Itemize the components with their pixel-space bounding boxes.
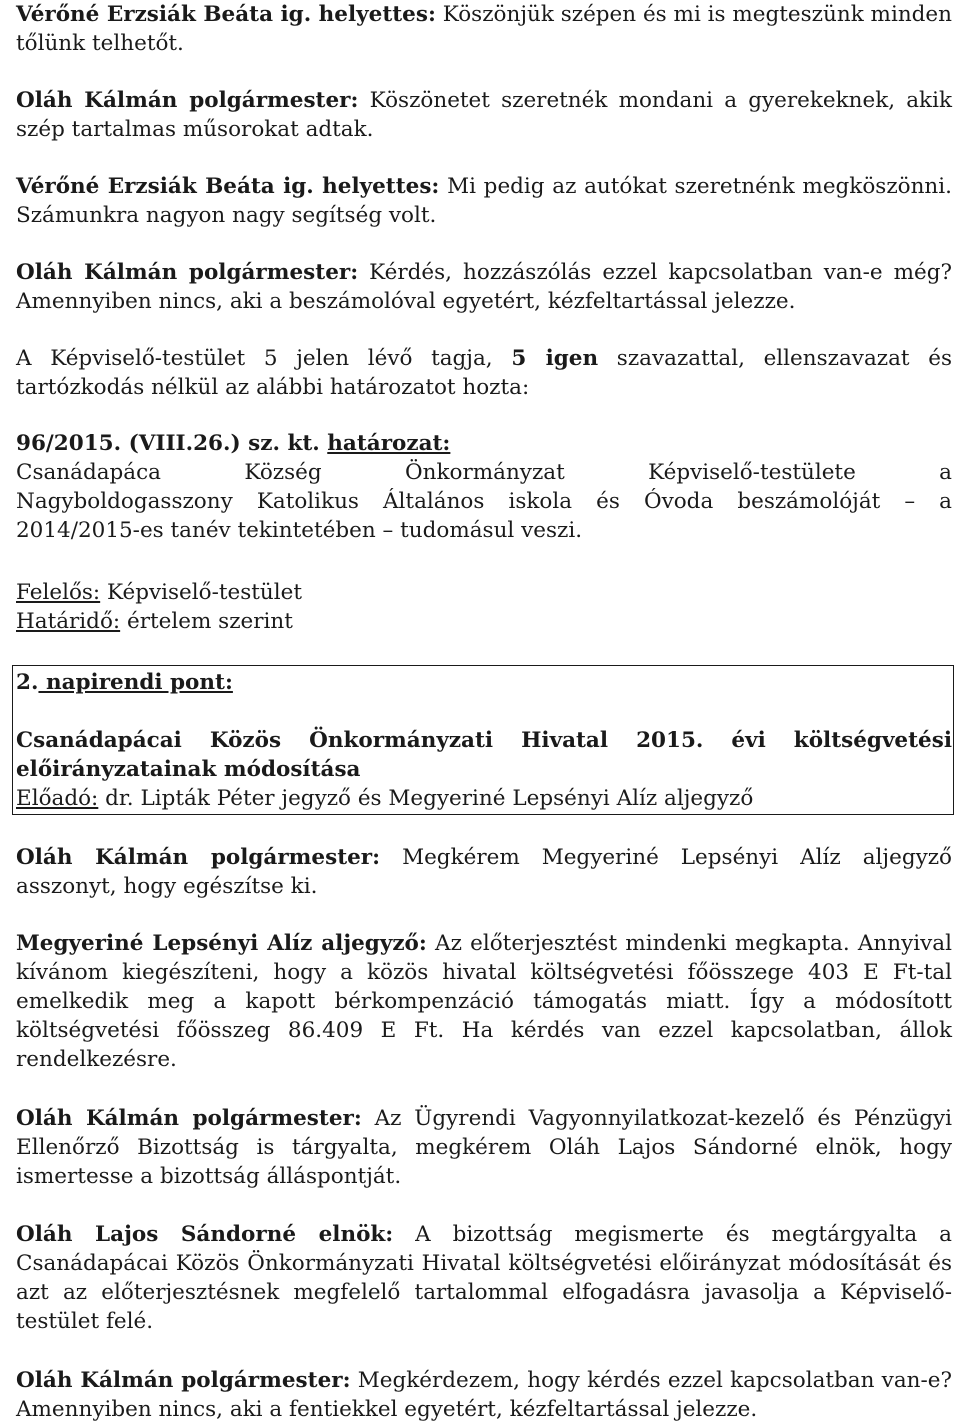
speaker-name: Oláh Kálmán polgármester: — [16, 1106, 362, 1131]
paragraph-text: Köszönjük szépen és mi is megteszünk minden tőlünk telhetőt. — [16, 2, 952, 56]
responsible-value: Képviselő-testület — [100, 580, 302, 605]
resolution-line-2: Nagyboldogasszony Katolikus Általános iskola és Óvoda beszámolóját – a — [16, 489, 952, 514]
paragraph-8 — [16, 1220, 952, 1336]
paragraph-text: Megkérem Megyeriné Lepsényi Alíz aljegyző asszonyt, hogy egészítse ki. — [16, 845, 953, 899]
resolution — [16, 429, 952, 545]
paragraph-5 — [16, 843, 952, 901]
vote-text: A Képviselő-testület 5 jelen lévő tagja, — [16, 346, 512, 371]
paragraph-3 — [16, 172, 952, 230]
paragraph-text: Köszönetet szeretnék mondani a gyerekeknek, akik szép tartalmas műsorokat adtak. — [16, 88, 952, 142]
responsibility-block — [16, 578, 952, 636]
speaker-name: Oláh Kálmán polgármester: — [16, 845, 381, 870]
agenda-heading — [16, 668, 952, 697]
paragraph-text: Az Ügyrendi Vagyonnyilatkozat-kezelő és Pénzügyi Ellenőrző Bizottság is tárgyalta, megkérem Oláh Lajos Sándorné elnök, hogy ismertesse a bizottság álláspontját. — [16, 1106, 953, 1189]
presenter-line — [16, 784, 952, 813]
presenter-label: Előadó: — [16, 786, 99, 811]
speaker-name: Vérőné Erzsiák Beáta ig. helyettes: — [16, 2, 436, 27]
speaker-name: Oláh Kálmán polgármester: — [16, 1368, 351, 1393]
paragraph-4 — [16, 258, 952, 316]
speaker-name: Vérőné Erzsiák Beáta ig. helyettes: — [16, 174, 440, 199]
agenda-item — [16, 668, 952, 813]
vote-result — [16, 344, 952, 402]
speaker-name: Megyeriné Lepsényi Alíz aljegyző: — [16, 931, 427, 956]
presenter-value: dr. Lipták Péter jegyző és Megyeriné Lepsényi Alíz aljegyző — [98, 786, 754, 811]
speaker-name: Oláh Lajos Sándorné elnök: — [16, 1222, 394, 1247]
resolution-number: 96/2015. (VIII.26.) sz. kt. — [16, 431, 320, 456]
agenda-label: napirendi pont: — [38, 670, 233, 695]
paragraph-1 — [16, 0, 952, 58]
paragraph-text: Mi pedig az autókat szeretnénk megköszönni. Számunkra nagyon nagy segítség volt. — [16, 174, 952, 228]
deadline-value: értelem szerint — [120, 609, 293, 634]
vote-count: 5 igen — [511, 346, 599, 371]
resolution-label: határozat: — [327, 431, 451, 456]
agenda-title: Csanádapácai Közös Önkormányzati Hivatal 2015. évi költségvetési előirányzatainak módosítása — [16, 728, 952, 782]
responsible-line — [16, 578, 952, 607]
paragraph-text: Az előterjesztést mindenki megkapta. Annyival kívánom kiegészíteni, hogy a közös hivatal költségvetési főösszege 403 E Ft-tal emelkedik meg a kapott bérkompenzáció támogatás miatt. Így a módosított költségvetési főösszeg 86.409 E Ft. Ha kérdés van ezzel kapcsolatban, állok rendelkezésre. — [16, 931, 952, 1072]
vote-text-end: szavazattal, ellenszavazat és tartózkodás nélkül az alábbi határozatot hozta: — [16, 346, 952, 400]
deadline-label: Határidő: — [16, 609, 121, 634]
paragraph-9 — [16, 1366, 952, 1424]
resolution-line-3: 2014/2015-es tanév tekintetében – tudomásul veszi. — [16, 518, 583, 543]
paragraph-text: A bizottság megismerte és megtárgyalta a Csanádapácai Közös Önkormányzati Hivatal költségvetési előirányzat módosítását és azt az előterjesztésnek megfelelő tartalommal elfogadásra javasolja a Képviselő-testület felé. — [16, 1222, 952, 1334]
resolution-line-1: Csanádapáca Község Önkormányzat Képviselő-testülete a — [16, 460, 952, 485]
speaker-name: Oláh Kálmán polgármester: — [16, 260, 359, 285]
resolution-heading — [16, 429, 952, 458]
responsible-label: Felelős: — [16, 580, 101, 605]
paragraph-text: Megkérdezem, hogy kérdés ezzel kapcsolatban van-e? Amennyiben nincs, aki a fentiekkel egyetért, kézfeltartással jelezze. — [16, 1368, 952, 1422]
paragraph-7 — [16, 1104, 952, 1191]
paragraph-2 — [16, 86, 952, 144]
deadline-line — [16, 607, 952, 636]
paragraph-text: Kérdés, hozzászólás ezzel kapcsolatban van-e még? Amennyiben nincs, aki a beszámolóval egyetért, kézfeltartással jelezze. — [16, 260, 953, 314]
agenda-number: 2. — [16, 670, 39, 695]
speaker-name: Oláh Kálmán polgármester: — [16, 88, 359, 113]
paragraph-6 — [16, 929, 952, 1074]
